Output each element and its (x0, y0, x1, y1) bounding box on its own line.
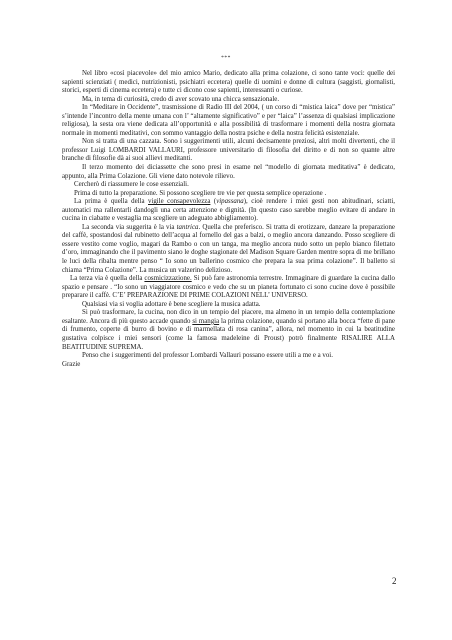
paragraph-suggestions: Non si tratta di una cazzata. Sono i suggerimenti utili, alcuni decisamente preziosi, altri molti divertenti, che il professor Luigi LOMBARDI VALLAURI, professore universitario di filosofia del diritto e di non so quante altre branche di filosofie dà ai suoi allievi meditanti. (62, 138, 395, 163)
paragraph-thanks: Grazie (62, 360, 81, 368)
paragraph-closing: Penso che i suggerimenti del professor Lombardi Vallauri possano essere utili a me e a voi. (82, 352, 333, 360)
paragraph-music: Qualsiasi via si voglia adottare è bene scegliere la musica adatta. (82, 300, 261, 308)
paragraph-kitchen: Si può trasformare, la cucina, non dico in un tempio del piacere, ma almeno in un tempio della contemplazione esaltante. Ancora di più questo accade quando si mangia la prima colazione, quando si portano alla bocca “fette di pane di frumento, coperte di burro di bovino e di marmellata di rosa canina”, allora, nel momento in cui la beatitudine gustativa colpisce i miei sensori (come la famosa madeleine di Proust) potrò finalmente RISALIRE ALLA BEATITUDINE SUPREMA. (62, 309, 395, 351)
section-separator: *** (221, 55, 231, 61)
body-text (62, 70, 395, 369)
paragraph-first-way: La prima è quella della vigile consapevolezza (vipassana), cioè rendere i miei gesti non abitudinari, sciatti, automatici ma rallentarli dandogli una certa attenzione e dignità. (In questo caso sarebbe meglio evitare di andare in cucina in ciabatte e vestaglia ma scegliere un adeguato abbigliamento). (62, 198, 395, 223)
paragraph-curiosity: Ma, in tema di curiosità, credo di aver scovato una chicca sensazionale. (82, 95, 280, 103)
paragraph-intro: Nel libro «così piacevole» del mio amico Mario, dedicato alla prima colazione, ci sono tante voci: quelle dei sapienti scienziati ( medici, nutrizionisti, psichiatri eccetera) quelle di uomini e donne di cultura (saggisti, giornalisti, storici, esperti di cinema eccetera) e tutte ci dicono cose sapienti, interessanti o curiose. (62, 70, 395, 95)
page-number: 2 (392, 576, 397, 586)
paragraph-radio: In “Meditare in Occidente”, trasmissione di Radio III del 2004, ( un corso di “mistica laica” dove per “mistica” s’intende l’incontro della mente umana con l’ “altamente significativo” e per “laica” l’assenza di qualsiasi implicazione religiosa), la sesta ora viene dedicata all’opportunità e alla possibilità di trasformare i momenti della nostra giornata normale in momenti meditativi, con sommo vantaggio della nostra psiche e della nostra felicità esistenziale. (62, 104, 395, 137)
paragraph-summary: Cercherò di riassumere le cose essenziali. (74, 181, 189, 189)
paragraph-second-way: La seconda via suggerita è la via tantrica. Quella che preferisco. Si tratta di erotizzare, danzare la preparazione del caffè, spostandosi dal rubinetto dell’acqua al fornello del gas a balzi, o meglio ancora danzando. Posso scegliere di essere vestito come voglio, magari da Rambo o con un tanga, ma meglio ancora nudo sotto un peplo bianco filettato d’oro, immaginando che il pavimento siano le doghe stagionate del Madison Square Garden mentre sopra di me brillano le luci della ribalta mentre penso “ Io sono un ballerino cosmico che prepara la sua prima colazione”. Il balletto si chiama “Prima Colazione”. La musica un valzerino delizioso. (62, 223, 395, 274)
paragraph-preparation: Prima di tutto la preparazione. Si possono scegliere tre vie per questa semplice operazione . (74, 189, 327, 197)
paragraph-third-moment: Il terzo momento dei diciassette che sono presi in esame nel “modello di giornata meditativa” è dedicato, appunto, alla Prima Colazione. Gli viene dato notevole rilievo. (62, 164, 395, 180)
paragraph-third-way: La terza via è quella della cosmicizzazione. Si può fare astronomia terrestre. Immaginare di guardare la cucina dallo spazio e pensare . “Io sono un viaggiatore cosmico e vedo che su un pianeta fortunato ci sono cucine dove è possibile preparare il caffè. C’E’ PREPARAZIONE DI PRIME COLAZIONI NELL’ UNIVERSO. (62, 275, 395, 300)
